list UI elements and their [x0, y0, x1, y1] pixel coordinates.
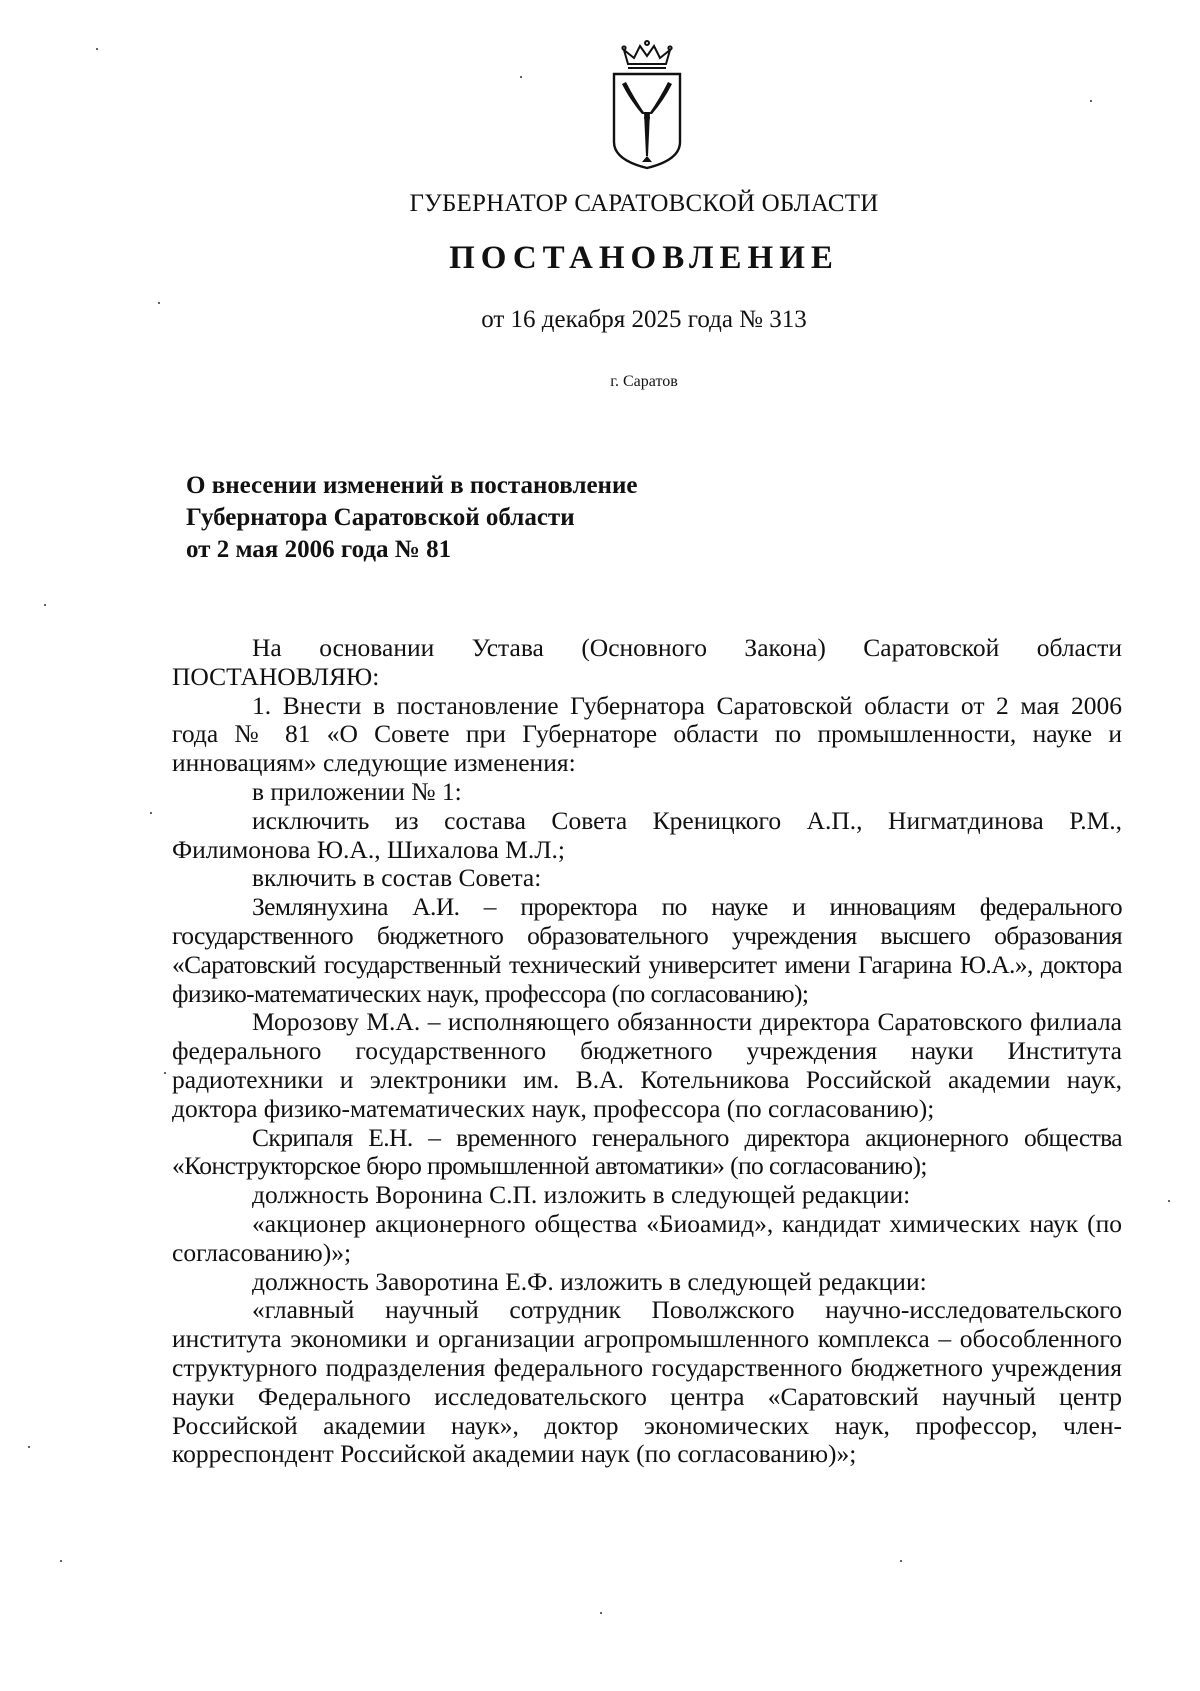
body-paragraph: Землянухина А.И. – проректора по науке и инновациям федерального государственного бюджетного образовательного учреждения высшего образования «Саратовский государственный технический университет имени Гагарина Ю.А.», доктора физико-математических наук, профессора (по согласованию);	[172, 892, 1122, 1008]
body-paragraph: включить в состав Совета:	[252, 863, 542, 893]
title-line: Губернатора Саратовской области	[186, 504, 575, 531]
body-paragraph: «акционер акционерного общества «Биоамид», кандидат химических наук (по согласованию)»;	[172, 1208, 1122, 1267]
body-paragraph: 1. Внести в постановление Губернатора Саратовской области от 2 мая 2006 года № 81 «О Совете при Губернаторе области по промышленности, науке и инновациям» следующие изменения:	[172, 690, 1122, 778]
body-paragraph: в приложении № 1:	[252, 776, 462, 806]
body-paragraph: На основании Устава (Основного Закона) Саратовской области ПОСТАНОВЛЯЮ:	[172, 633, 1122, 691]
title-line: от 2 мая 2006 года № 81	[186, 536, 452, 563]
body-paragraph: «главный научный сотрудник Поволжского научно-исследовательского института экономики и организации агропромышленного комплекса – обособленного структурного подразделения федерального государственного бюджетного учреждения науки Федерального исследовательского центра «Саратовский научный центр Российской академии наук», доктор экономических наук, профессор, член-корреспондент Российской академии наук (по согласованию)»;	[172, 1295, 1122, 1469]
document-type: ПОСТАНОВЛЕНИЕ	[449, 240, 839, 276]
document-city: г. Саратов	[610, 373, 678, 390]
issuing-authority: ГУБЕРНАТОР САРАТОВСКОЙ ОБЛАСТИ	[409, 190, 879, 217]
document-title	[186, 470, 886, 566]
body-paragraph: должность Воронина С.П. изложить в следующей редакции:	[252, 1180, 911, 1210]
title-line: О внесении изменений в постановление	[186, 472, 638, 499]
saratov-coat-of-arms-icon	[604, 40, 690, 170]
body-paragraph: Скрипаля Е.Н. – временного генерального директора акционерного общества «Конструкторское бюро промышленной автоматики» (по согласованию);	[172, 1122, 1122, 1181]
document-body	[172, 634, 1122, 1469]
document-date-number: от 16 декабря 2025 года № 313	[481, 306, 807, 333]
body-paragraph: должность Заворотина Е.Ф. изложить в следующей редакции:	[252, 1266, 927, 1296]
body-paragraph: Морозову М.А. – исполняющего обязанности директора Саратовского филиала федерального государственного бюджетного учреждения науки Института радиотехники и электроники им. В.А. Котельникова Российской академии наук, доктора физико-математических наук, профессора (по согласованию);	[172, 1007, 1122, 1123]
body-paragraph: исключить из состава Совета Креницкого А.П., Нигматдинова Р.М., Филимонова Ю.А., Шихалова М.Л.;	[172, 805, 1122, 864]
